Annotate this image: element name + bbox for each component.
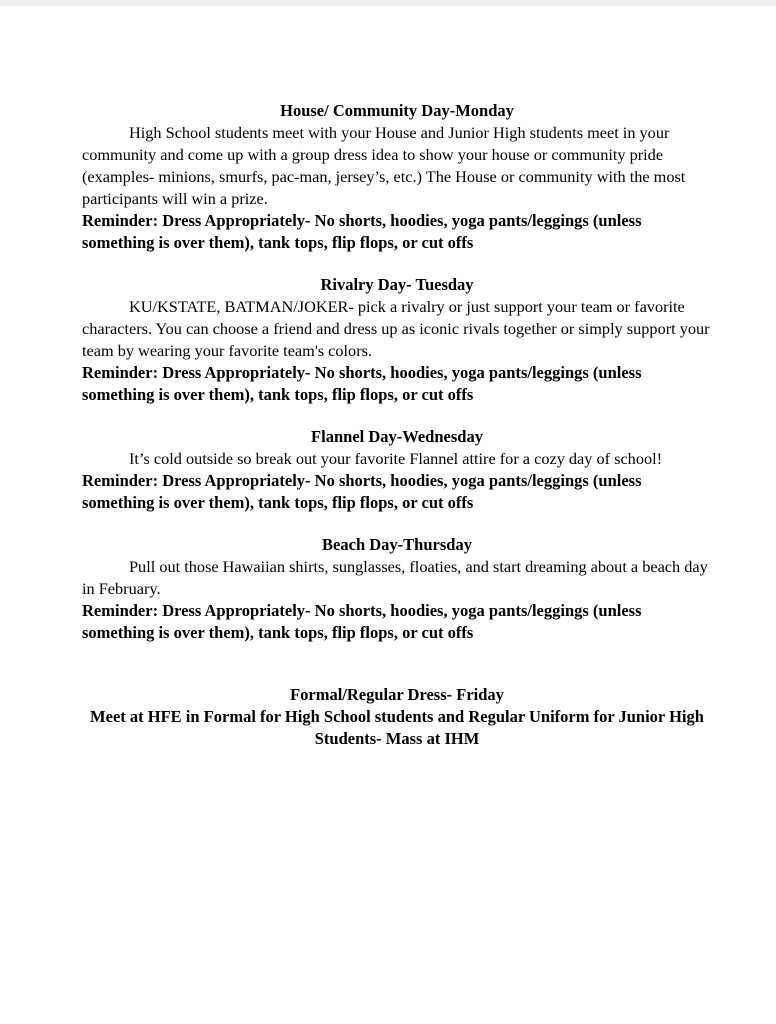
thursday-description: Pull out those Hawaiian shirts, sunglasses, floaties, and start dreaming about a beach day in February. [82, 557, 708, 598]
thursday-section [82, 534, 712, 644]
thursday-heading: Beach Day-Thursday [322, 535, 472, 554]
document-page [82, 100, 712, 750]
friday-section [82, 684, 712, 750]
wednesday-heading: Flannel Day-Wednesday [311, 427, 483, 446]
tuesday-reminder: Reminder: Dress Appropriately- No shorts, hoodies, yoga pants/leggings (unless something is over them), tank tops, flip flops, or cut offs [82, 363, 642, 404]
monday-reminder: Reminder: Dress Appropriately- No shorts, hoodies, yoga pants/leggings (unless something is over them), tank tops, flip flops, or cut offs [82, 211, 642, 252]
friday-heading: Formal/Regular Dress- Friday [290, 685, 504, 704]
wednesday-reminder: Reminder: Dress Appropriately- No shorts, hoodies, yoga pants/leggings (unless something is over them), tank tops, flip flops, or cut offs [82, 471, 642, 512]
tuesday-description: KU/KSTATE, BATMAN/JOKER- pick a rivalry or just support your team or favorite characters. You can choose a friend and dress up as iconic rivals together or simply support your team by wearing your favorite team's colors. [82, 297, 710, 360]
monday-heading: House/ Community Day-Monday [280, 101, 514, 120]
monday-section [82, 100, 712, 254]
thursday-reminder: Reminder: Dress Appropriately- No shorts, hoodies, yoga pants/leggings (unless something is over them), tank tops, flip flops, or cut offs [82, 601, 642, 642]
monday-description: High School students meet with your House and Junior High students meet in your community and come up with a group dress idea to show your house or community pride (examples- minions, smurfs, pac-man, jersey’s, etc.) The House or community with the most participants will win a prize. [82, 123, 686, 208]
wednesday-section [82, 426, 712, 514]
tuesday-section [82, 274, 712, 406]
top-edge-bar [0, 0, 776, 6]
tuesday-heading: Rivalry Day- Tuesday [320, 275, 474, 294]
friday-note: Meet at HFE in Formal for High School students and Regular Uniform for Junior High Students- Mass at IHM [90, 707, 704, 748]
wednesday-description: It’s cold outside so break out your favorite Flannel attire for a cozy day of school! [129, 449, 663, 468]
